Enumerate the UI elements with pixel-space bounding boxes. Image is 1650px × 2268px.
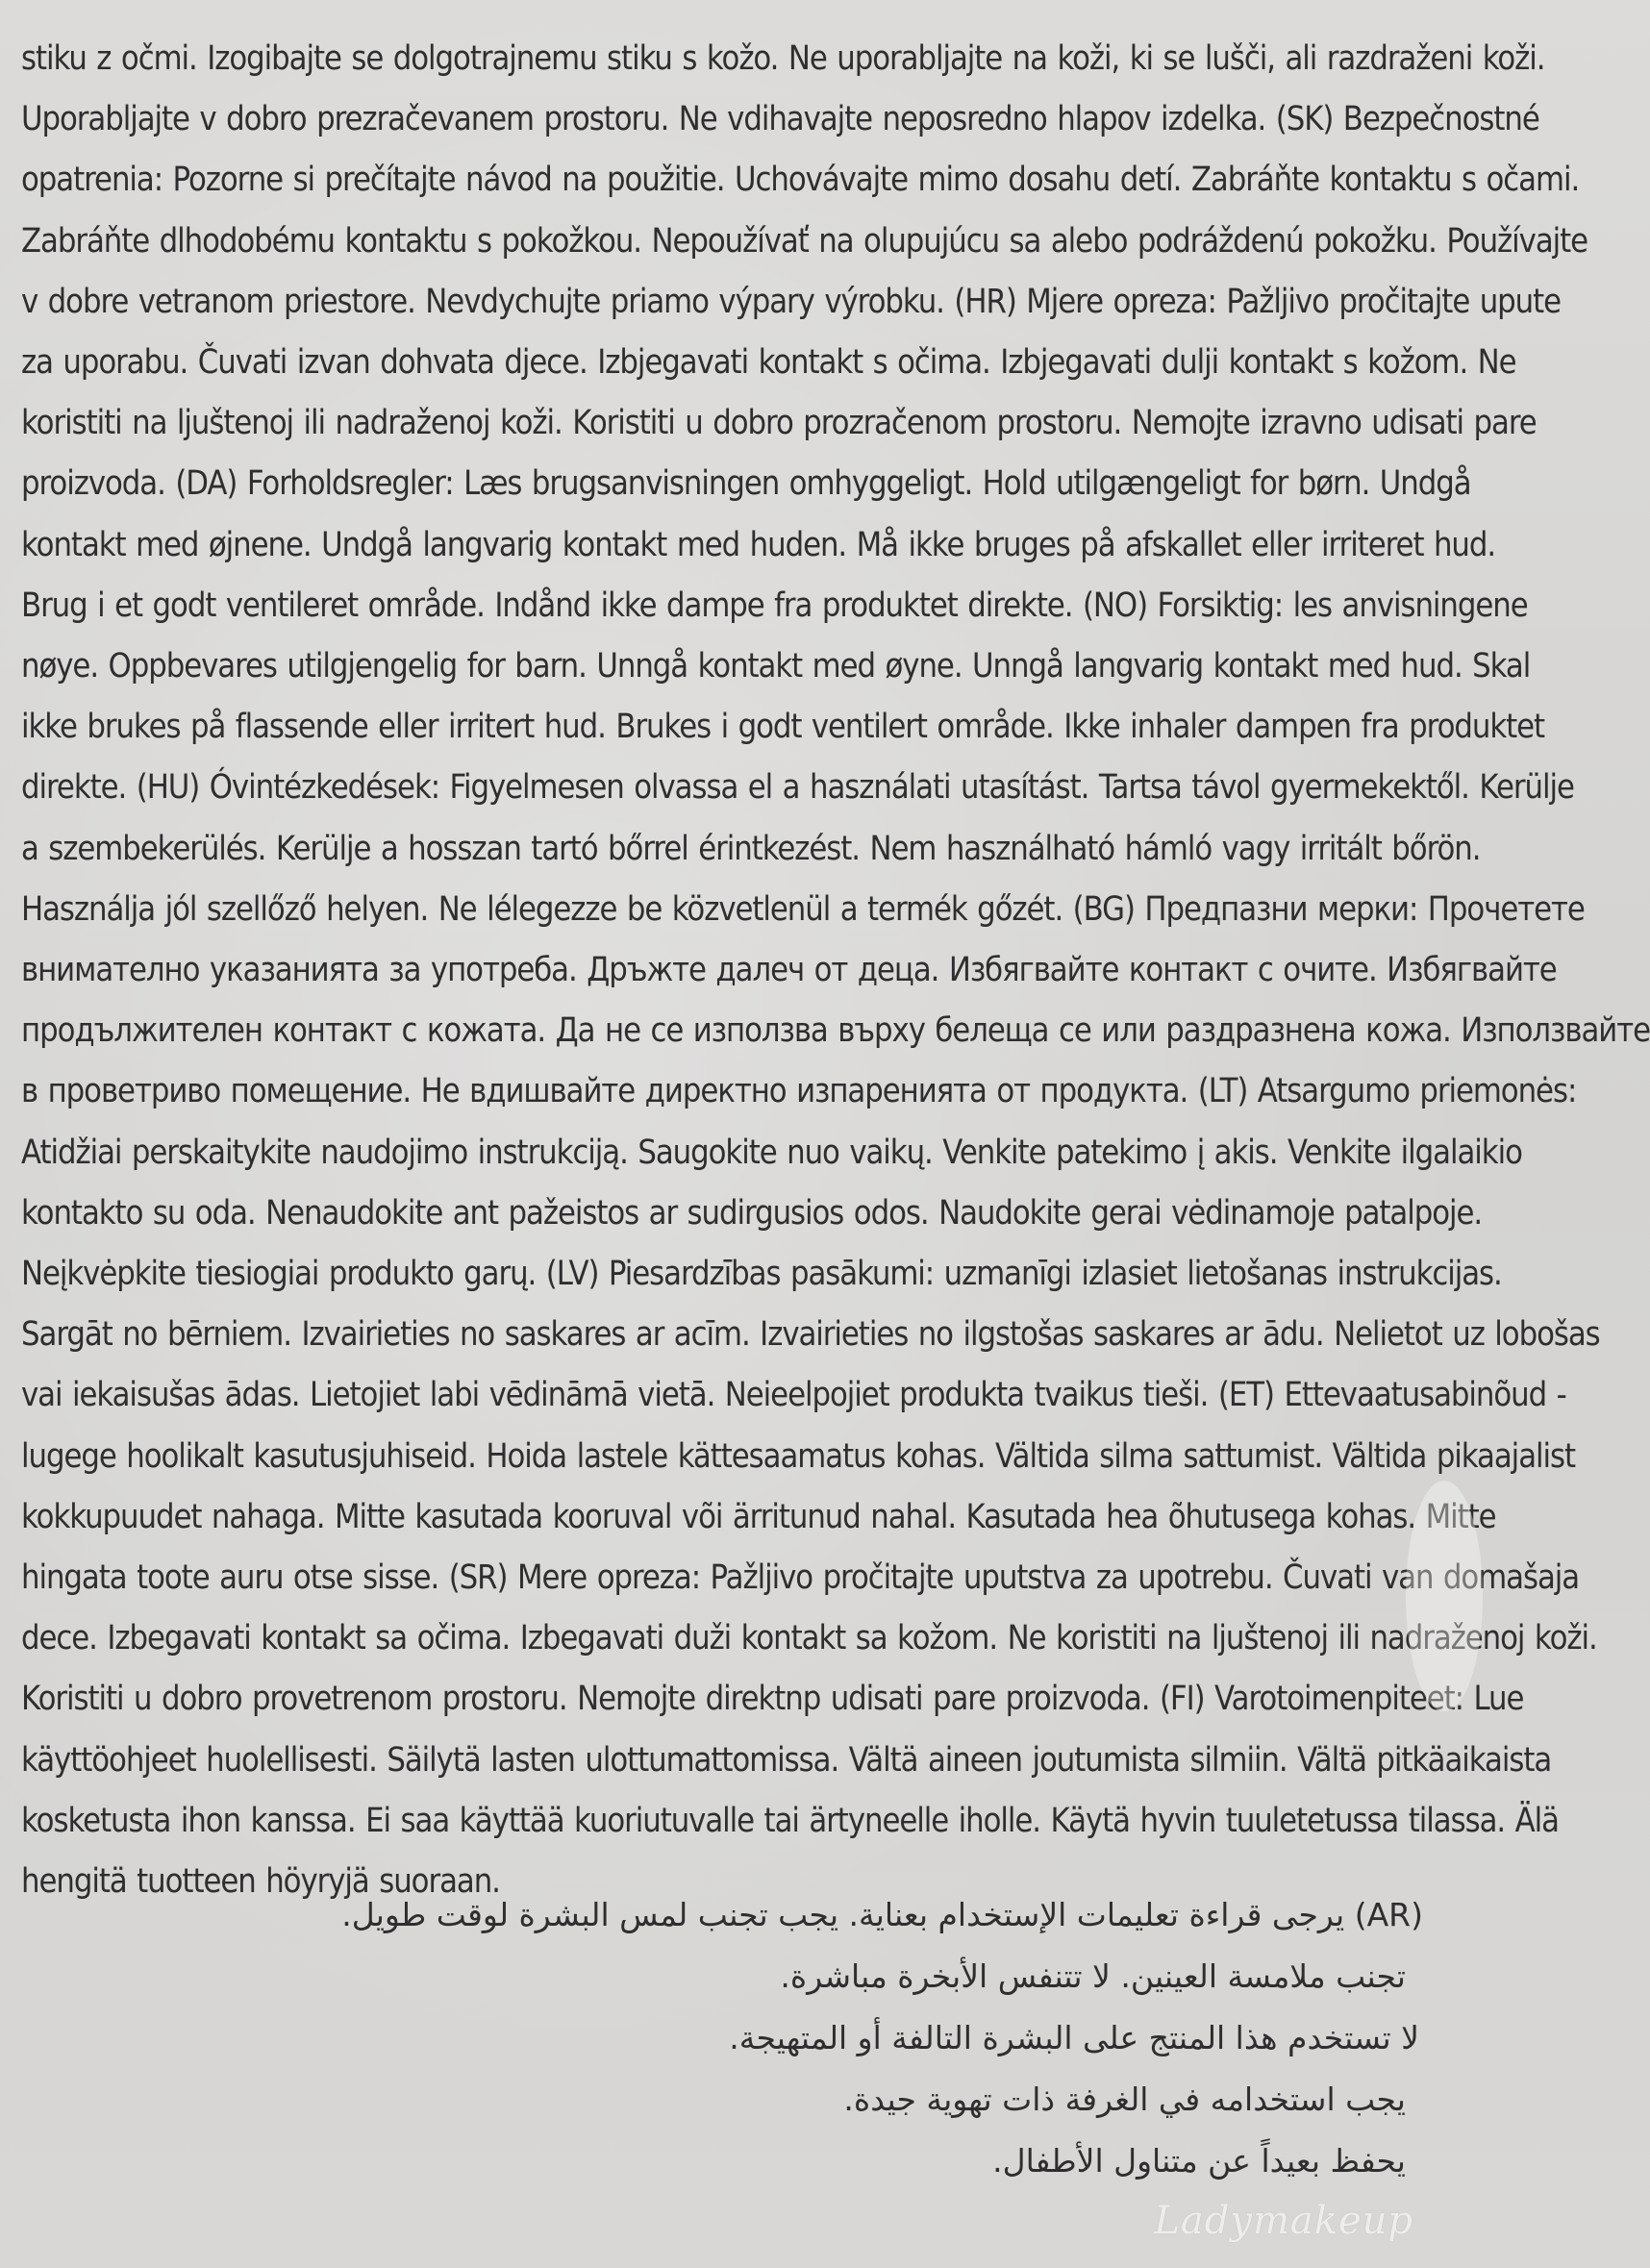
arabic-text-line: تجنب ملامسة العينين. لا تتنفس الأبخرة مباشرة. bbox=[780, 1957, 1406, 1995]
text-line: direkte. (HU) Óvintézkedések: Figyelmesen olvassa el a használati utasítást. Tartsa távol gyermekektől. Kerülje bbox=[21, 768, 1574, 808]
text-line: Uporabljajte v dobro prezračevanem prostoru. Ne vdihavajte neposredno hlapov izdelka. (SK) Bezpečnostné bbox=[21, 100, 1539, 139]
text-line: hingata toote auru otse sisse. (SR) Mere opreza: Pažljivo pročitajte uputstva za upotrebu. Čuvati van domašaja bbox=[21, 1558, 1580, 1598]
text-line: ikke brukes på flassende eller irritert hud. Brukes i godt ventilert område. Ikke inhaler dampen fra produktet bbox=[21, 708, 1545, 747]
text-line: Brug i et godt ventileret område. Indånd ikke dampe fra produktet direkte. (NO) Forsiktig: les anvisningene bbox=[21, 586, 1528, 625]
text-line: lugege hoolikalt kasutusjuhiseid. Hoida lastele kättesaamatus kohas. Vältida silma sattumist. Vältida pikaajalist bbox=[21, 1436, 1576, 1476]
arabic-text-line: لا تستخدم هذا المنتج على البشرة التالفة أو المتهيجة. bbox=[729, 2019, 1419, 2056]
arabic-text-line: يجب استخدامه في الغرفة ذات تهوية جيدة. bbox=[843, 2081, 1406, 2118]
precautions-text-multilingual bbox=[21, 29, 1650, 1912]
text-line: opatrenia: Pozorne si prečítajte návod na použitie. Uchovávajte mimo dosahu detí. Zabráňte kontaktu s očami. bbox=[21, 161, 1580, 200]
text-line: в проветриво помещение. Не вдишвайте директно изпаренията от продукта. (LT) Atsargumo priemonės: bbox=[21, 1072, 1577, 1111]
arabic-text-line: يحفظ بعيداً عن متناول الأطفال. bbox=[992, 2142, 1406, 2180]
text-line: Neįkvėpkite tiesiogiai produkto garų. (LV) Piesardzības pasākumi: uzmanīgi izlasiet lietošanas instrukcijas. bbox=[21, 1255, 1502, 1294]
watermark-logo: Ladymakeup bbox=[1154, 2199, 1413, 2243]
text-line: kontakto su oda. Nenaudokite ant pažeistos ar sudirgusios odos. Naudokite gerai vėdinamoje patalpoje. bbox=[21, 1193, 1483, 1233]
text-line: koristiti na ljuštenoj ili nadraženoj koži. Koristiti u dobro prozračenom prostoru. Nemojte izravno udisati pare bbox=[21, 404, 1537, 443]
text-line: kontakt med øjnene. Undgå langvarig kontakt med huden. Må ikke bruges på afskallet eller irriteret hud. bbox=[21, 525, 1496, 564]
text-line: kosketusta ihon kanssa. Ei saa käyttää kuoriutuvalle tai ärtyneelle iholle. Käytä hyvin tuuletetussa tilassa. Älä bbox=[21, 1801, 1559, 1840]
arabic-text-line: (AR) يرجى قراءة تعليمات الإستخدام بعناية. يجب تجنب لمس البشرة لوقت طويل. bbox=[341, 1896, 1423, 1933]
text-line: внимателно указанията за употреба. Дръжте далеч от деца. Избягвайте контакт с очите. Избягвайте bbox=[21, 951, 1557, 990]
text-line: za uporabu. Čuvati izvan dohvata djece. Izbjegavati kontakt s očima. Izbjegavati dulji kontakt s kožom. Ne bbox=[21, 343, 1516, 383]
arabic-precautions-text bbox=[269, 1884, 1423, 2192]
package-edge-highlight bbox=[1406, 1481, 1483, 1711]
text-line: dece. Izbegavati kontakt sa očima. Izbegavati duži kontakt sa kožom. Ne koristiti na ljuštenoj ili nadraženoj koži. bbox=[21, 1619, 1597, 1658]
text-line: stiku z očmi. Izogibajte se dolgotrajnemu stiku s kožo. Ne uporabljajte na koži, ki se lušči, ali razdraženi koži. bbox=[21, 39, 1545, 78]
text-line: käyttöohjeet huolellisesti. Säilytä lasten ulottumattomissa. Vältä aineen joutumista silmiin. Vältä pitkäaikaista bbox=[21, 1740, 1552, 1780]
text-line: Használja jól szellőző helyen. Ne lélegezze be közvetlenül a termék gőzét. (BG) Предпазни мерки: Прочетете bbox=[21, 889, 1585, 929]
text-line: proizvoda. (DA) Forholdsregler: Læs brugsanvisningen omhyggeligt. Hold utilgængeligt for børn. Undgå bbox=[21, 464, 1471, 504]
text-line: Sargāt no bērniem. Izvairieties no saskares ar acīm. Izvairieties no ilgstošas saskares ar ādu. Nelietot uz lobošas bbox=[21, 1315, 1600, 1355]
text-line: Koristiti u dobro provetrenom prostoru. Nemojte direktnp udisati pare proizvoda. (FI) Varotoimenpiteet: Lue bbox=[21, 1680, 1524, 1719]
text-line: a szembekerülés. Kerülje a hosszan tartó bőrrel érintkezést. Nem használható hámló vagy irritált bőrön. bbox=[21, 829, 1481, 868]
text-line: продължителен контакт с кожата. Да не се използва върху белеща се или раздразнена кожа. Използвайте bbox=[21, 1011, 1650, 1051]
text-line: v dobre vetranom priestore. Nevdychujte priamo výpary výrobku. (HR) Mjere opreza: Pažljivo pročitajte upute bbox=[21, 282, 1562, 321]
text-line: nøye. Oppbevares utilgjengelig for barn. Unngå kontakt med øyne. Unngå langvarig kontakt med hud. Skal bbox=[21, 647, 1531, 686]
text-line: vai iekaisušas ādas. Lietojiet labi vēdināmā vietā. Neieelpojiet produkta tvaikus tieši. (ET) Ettevaatusabinõud - bbox=[21, 1376, 1566, 1415]
text-line: Zabráňte dlhodobému kontaktu s pokožkou. Nepoužívať na olupujúcu sa alebo podráždenú pokožku. Používajte bbox=[21, 221, 1588, 261]
text-line: kokkupuudet nahaga. Mitte kasutada kooruval või ärritunud nahal. Kasutada hea õhutusega kohas. Mitte bbox=[21, 1497, 1496, 1536]
text-line: Atidžiai perskaitykite naudojimo instrukciją. Saugokite nuo vaikų. Venkite patekimo į akis. Venkite ilgalaikio bbox=[21, 1133, 1522, 1172]
text-line: hengitä tuotteen höyryjä suoraan. bbox=[21, 1862, 500, 1902]
